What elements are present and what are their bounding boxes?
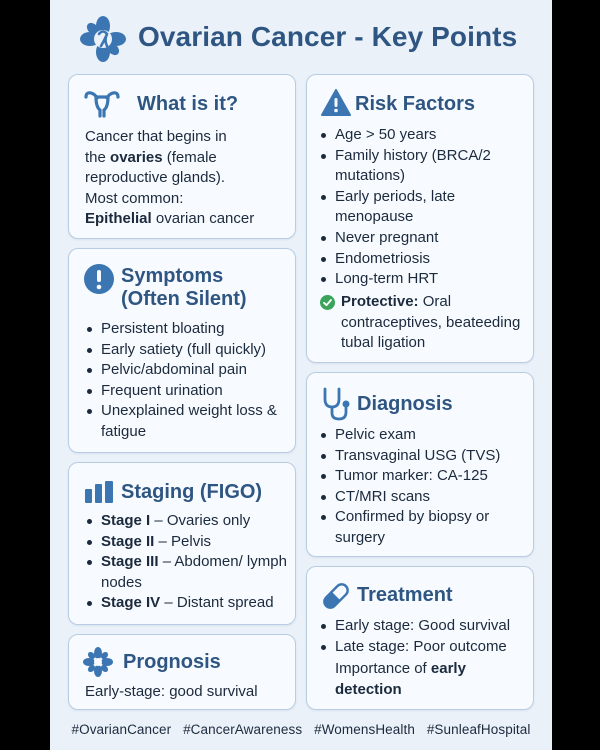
list-item: Tumor marker: CA-125 xyxy=(319,466,529,487)
list-item: Early stage: Good survival xyxy=(319,616,533,637)
uterus-icon xyxy=(83,89,121,119)
list-item: Stage II – Pelvis xyxy=(85,532,293,553)
list-item: CT/MRI scans xyxy=(319,487,529,508)
list-item: Stage III – Abdomen/ lymph nodes xyxy=(85,552,293,593)
what-heading: What is it? xyxy=(137,93,239,115)
list-item: Family history (BRCA/2 mutations) xyxy=(319,146,529,187)
hashtag: #WomensHealth xyxy=(314,722,415,737)
risk-heading: Risk Factors xyxy=(355,93,476,115)
card-treatment xyxy=(306,566,534,710)
card-symptoms xyxy=(68,248,296,453)
staging-heading: Staging (FIGO) xyxy=(121,481,263,503)
check-circle-icon xyxy=(320,295,335,310)
list-item: Confirmed by biopsy or surgery xyxy=(319,507,529,548)
hashtag-footer xyxy=(50,722,552,737)
list-item: Never pregnant xyxy=(319,228,529,249)
card-staging xyxy=(68,462,296,625)
list-item: Early periods, late menopause xyxy=(319,187,529,228)
card-risk-factors xyxy=(306,74,534,363)
risk-list xyxy=(319,125,529,290)
bar-chart-icon xyxy=(85,481,113,503)
treatment-heading: Treatment xyxy=(357,584,453,606)
ribbon-flower-icon xyxy=(80,16,126,62)
list-item: Pelvic exam xyxy=(319,425,529,446)
list-item: Endometriosis xyxy=(319,249,529,270)
list-item: Late stage: Poor outcome xyxy=(319,637,533,658)
symptoms-heading: Symptoms (Often Silent) xyxy=(121,265,247,310)
treatment-note: Importance of early detection xyxy=(335,660,466,698)
list-item: Persistent bloating xyxy=(85,319,290,340)
warning-icon xyxy=(321,89,351,117)
diagnosis-heading: Diagnosis xyxy=(357,393,453,415)
staging-list xyxy=(85,511,293,614)
card-diagnosis xyxy=(306,372,534,557)
infographic-page xyxy=(50,0,552,750)
hashtag: #OvarianCancer xyxy=(71,722,172,737)
page-title: Ovarian Cancer - Key Points xyxy=(138,21,518,52)
list-item: Age > 50 years xyxy=(319,125,529,146)
list-item: Stage IV – Distant spread xyxy=(85,593,293,614)
hashtag: #SunleafHospital xyxy=(426,722,531,737)
list-item: Frequent urination xyxy=(85,381,290,402)
card-what-is-it xyxy=(68,74,296,239)
diagnosis-list xyxy=(319,425,529,549)
list-item: Early satiety (full quickly) xyxy=(85,340,290,361)
symptoms-list xyxy=(85,319,290,443)
what-description: Cancer that begins in the ovaries (female reproductive glands). Most common: Epithelial ovarian cancer xyxy=(85,128,255,227)
treatment-list xyxy=(319,616,533,657)
card-prognosis xyxy=(68,634,296,710)
protective-note: Protective: Oral contraceptives, beateeding tubal ligation xyxy=(341,293,521,351)
stethoscope-icon xyxy=(321,387,351,421)
prognosis-text: Early-stage: good survival xyxy=(85,683,258,700)
hashtag: #CancerAwareness xyxy=(183,722,303,737)
prognosis-heading: Prognosis xyxy=(123,651,221,673)
pill-icon xyxy=(321,581,351,611)
list-item: Long-term HRT xyxy=(319,269,529,290)
list-item: Unexplained weight loss & fatigue xyxy=(85,401,290,442)
header xyxy=(50,12,552,68)
list-item: Pelvic/abdominal pain xyxy=(85,360,290,381)
list-item: Transvaginal USG (TVS) xyxy=(319,446,529,467)
list-item: Stage I – Ovaries only xyxy=(85,511,293,532)
exclamation-icon xyxy=(83,263,115,295)
flower-icon xyxy=(83,647,113,677)
